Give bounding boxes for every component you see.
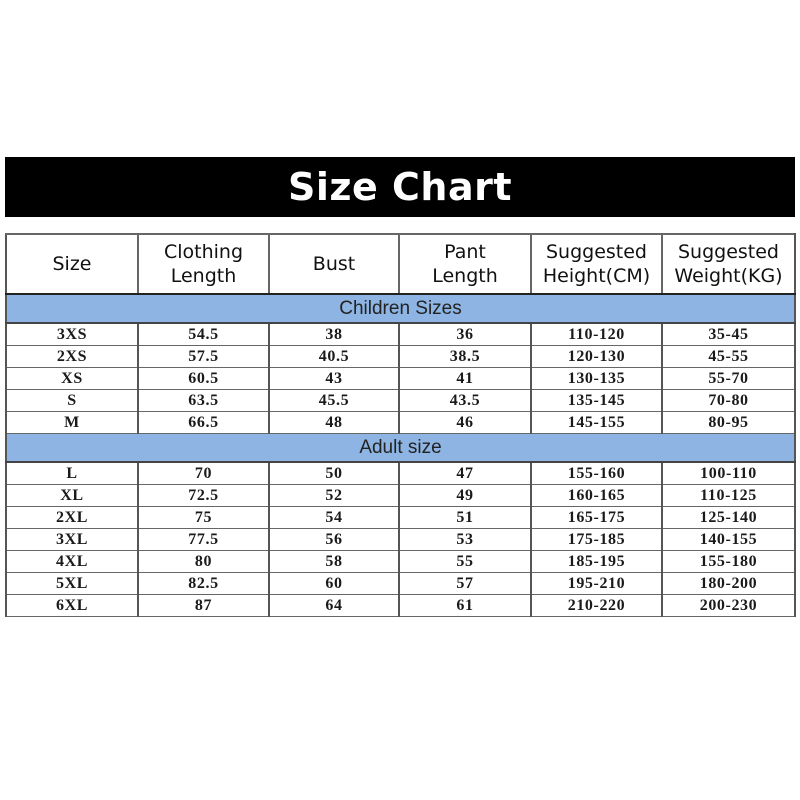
- table-row: [6, 595, 795, 617]
- cell-suggested-height: 195-210: [531, 573, 662, 595]
- cell-size: M: [6, 412, 138, 434]
- cell-pant-length: 43.5: [399, 390, 531, 412]
- cell-suggested-weight: 80-95: [662, 412, 795, 434]
- cell-pant-length: 41: [399, 368, 531, 390]
- cell-size: 2XS: [6, 346, 138, 368]
- cell-clothing-length: 57.5: [138, 346, 269, 368]
- table-row: [6, 507, 795, 529]
- cell-size: 3XL: [6, 529, 138, 551]
- cell-clothing-length: 87: [138, 595, 269, 617]
- table-body: [6, 294, 795, 617]
- cell-size: 2XL: [6, 507, 138, 529]
- cell-pant-length: 55: [399, 551, 531, 573]
- cell-bust: 54: [269, 507, 399, 529]
- cell-suggested-weight: 200-230: [662, 595, 795, 617]
- cell-suggested-weight: 70-80: [662, 390, 795, 412]
- table-row: [6, 323, 795, 346]
- cell-suggested-height: 120-130: [531, 346, 662, 368]
- page-title: Size Chart: [287, 165, 512, 209]
- size-table: [5, 233, 796, 617]
- section-band-row: [6, 434, 795, 463]
- column-header-suggested-weight: [662, 234, 795, 294]
- table-header: [6, 234, 795, 294]
- header-line-1: Pant: [444, 241, 486, 263]
- cell-clothing-length: 54.5: [138, 323, 269, 346]
- cell-bust: 60: [269, 573, 399, 595]
- cell-size: S: [6, 390, 138, 412]
- section-band-row: [6, 294, 795, 323]
- table-row: [6, 390, 795, 412]
- table-row: [6, 368, 795, 390]
- cell-pant-length: 51: [399, 507, 531, 529]
- cell-suggested-weight: 35-45: [662, 323, 795, 346]
- section-label: Children Sizes: [6, 294, 795, 323]
- cell-pant-length: 38.5: [399, 346, 531, 368]
- cell-suggested-height: 155-160: [531, 462, 662, 485]
- cell-suggested-weight: 45-55: [662, 346, 795, 368]
- cell-bust: 43: [269, 368, 399, 390]
- cell-size: 3XS: [6, 323, 138, 346]
- cell-suggested-height: 110-120: [531, 323, 662, 346]
- cell-suggested-height: 160-165: [531, 485, 662, 507]
- cell-clothing-length: 70: [138, 462, 269, 485]
- table-row: [6, 462, 795, 485]
- column-header-size: [6, 234, 138, 294]
- cell-size: 6XL: [6, 595, 138, 617]
- column-header-clothing-length: [138, 234, 269, 294]
- cell-clothing-length: 77.5: [138, 529, 269, 551]
- cell-size: XL: [6, 485, 138, 507]
- header-row: [6, 234, 795, 294]
- cell-pant-length: 49: [399, 485, 531, 507]
- table-row: [6, 412, 795, 434]
- cell-size: 5XL: [6, 573, 138, 595]
- table-row: [6, 573, 795, 595]
- header-line-1: Suggested: [677, 241, 779, 263]
- column-header-suggested-height: [531, 234, 662, 294]
- cell-pant-length: 46: [399, 412, 531, 434]
- cell-pant-length: 47: [399, 462, 531, 485]
- cell-suggested-height: 145-155: [531, 412, 662, 434]
- column-header-pant-length: [399, 234, 531, 294]
- cell-bust: 40.5: [269, 346, 399, 368]
- cell-pant-length: 36: [399, 323, 531, 346]
- cell-pant-length: 53: [399, 529, 531, 551]
- cell-suggested-weight: 55-70: [662, 368, 795, 390]
- cell-bust: 56: [269, 529, 399, 551]
- header-line-2: Length: [170, 265, 237, 287]
- cell-pant-length: 57: [399, 573, 531, 595]
- cell-size: 4XL: [6, 551, 138, 573]
- cell-suggested-weight: 155-180: [662, 551, 795, 573]
- cell-bust: 38: [269, 323, 399, 346]
- cell-clothing-length: 75: [138, 507, 269, 529]
- size-chart-title-bar: [5, 157, 795, 217]
- cell-clothing-length: 60.5: [138, 368, 269, 390]
- header-line-1: Size: [52, 253, 92, 275]
- cell-suggested-weight: 100-110: [662, 462, 795, 485]
- cell-suggested-weight: 110-125: [662, 485, 795, 507]
- section-label: Adult size: [6, 434, 795, 463]
- cell-size: XS: [6, 368, 138, 390]
- cell-suggested-height: 130-135: [531, 368, 662, 390]
- cell-suggested-weight: 140-155: [662, 529, 795, 551]
- cell-size: L: [6, 462, 138, 485]
- table-row: [6, 485, 795, 507]
- cell-bust: 64: [269, 595, 399, 617]
- cell-bust: 45.5: [269, 390, 399, 412]
- cell-suggested-height: 210-220: [531, 595, 662, 617]
- header-line-1: Clothing: [163, 241, 244, 263]
- column-header-bust: [269, 234, 399, 294]
- cell-suggested-weight: 125-140: [662, 507, 795, 529]
- cell-clothing-length: 63.5: [138, 390, 269, 412]
- cell-suggested-height: 175-185: [531, 529, 662, 551]
- table-row: [6, 346, 795, 368]
- cell-clothing-length: 66.5: [138, 412, 269, 434]
- cell-bust: 48: [269, 412, 399, 434]
- header-line-2: Length: [432, 265, 498, 287]
- cell-bust: 58: [269, 551, 399, 573]
- cell-suggested-height: 185-195: [531, 551, 662, 573]
- cell-suggested-weight: 180-200: [662, 573, 795, 595]
- header-line-1: Suggested: [545, 241, 647, 263]
- header-line-2: Weight(KG): [674, 265, 783, 287]
- table-row: [6, 529, 795, 551]
- cell-bust: 50: [269, 462, 399, 485]
- header-line-1: Bust: [312, 253, 356, 275]
- cell-clothing-length: 72.5: [138, 485, 269, 507]
- cell-clothing-length: 82.5: [138, 573, 269, 595]
- table-row: [6, 551, 795, 573]
- cell-suggested-height: 135-145: [531, 390, 662, 412]
- cell-pant-length: 61: [399, 595, 531, 617]
- header-line-2: Height(CM): [542, 265, 651, 287]
- cell-bust: 52: [269, 485, 399, 507]
- cell-clothing-length: 80: [138, 551, 269, 573]
- cell-suggested-height: 165-175: [531, 507, 662, 529]
